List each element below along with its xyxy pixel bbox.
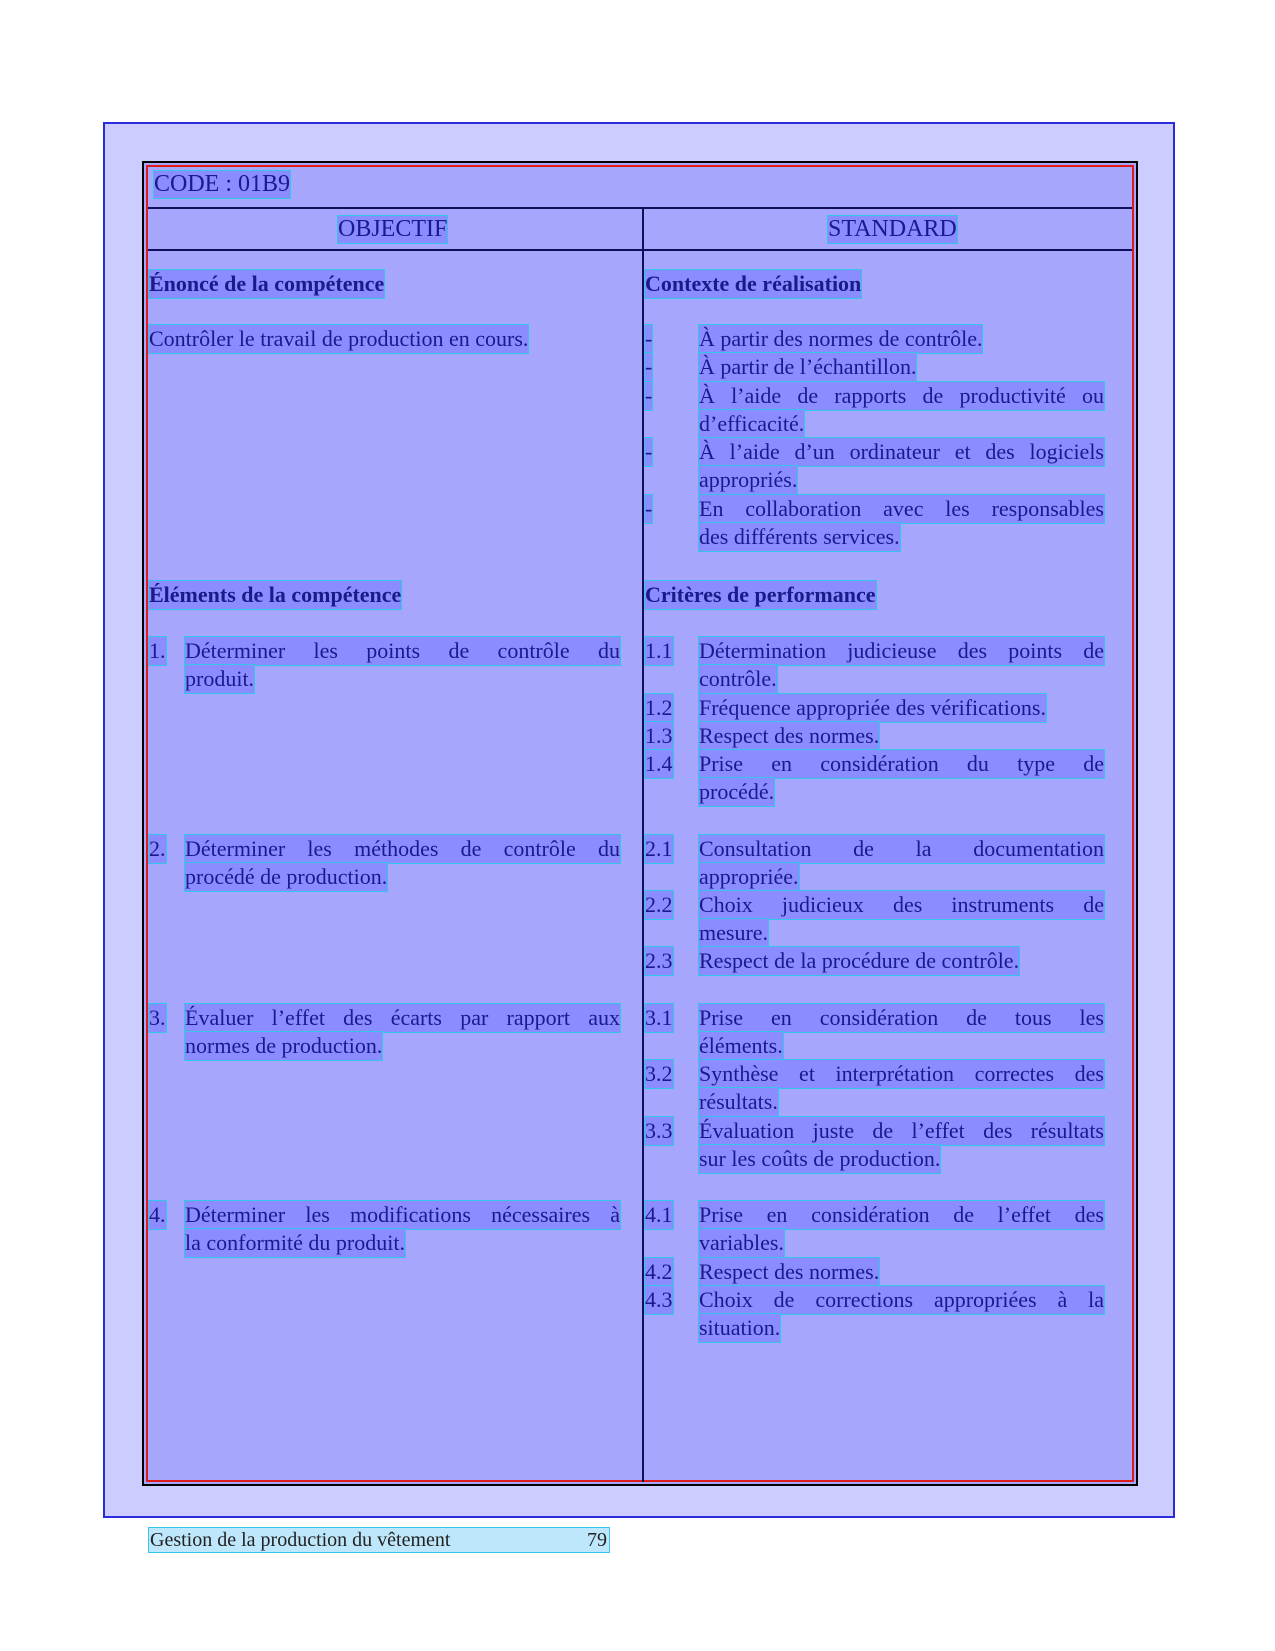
critere-number: 3.3: [645, 1118, 673, 1143]
critere-line: Prise en considération de tous les: [699, 1005, 1104, 1030]
contexte-line: À partir de l’échantillon.: [699, 354, 917, 379]
critere-line: procédé.: [699, 779, 775, 804]
critere-number: 1.2: [645, 695, 673, 720]
critere-line: contrôle.: [699, 666, 777, 691]
critere-number: 2.3: [645, 948, 673, 973]
contexte-line: d’efficacité.: [699, 411, 805, 436]
contexte-line: À l’aide d’un ordinateur et des logiciels: [699, 439, 1104, 464]
bullet: -: [645, 354, 653, 379]
critere-number: 1.1: [645, 638, 673, 663]
elements-title: Éléments de la compétence: [149, 582, 402, 607]
critere-line: Synthèse et interprétation correctes des: [699, 1061, 1104, 1086]
header-objectif: OBJECTIF: [338, 216, 448, 242]
contexte-line: À partir des normes de contrôle.: [699, 326, 983, 351]
critere-number: 3.1: [645, 1005, 673, 1030]
contexte-title: Contexte de réalisation: [645, 271, 862, 296]
critere-line: Prise en considération de l’effet des: [699, 1202, 1104, 1227]
critere-line: mesure.: [699, 920, 769, 945]
contexte-line: En collaboration avec les responsables: [699, 496, 1104, 521]
critere-line: Fréquence appropriée des vérifications.: [699, 695, 1046, 720]
element-line: produit.: [185, 666, 255, 691]
element-line: Déterminer les méthodes de contrôle du: [185, 836, 620, 861]
critere-number: 4.1: [645, 1202, 673, 1227]
critere-number: 1.4: [645, 751, 673, 776]
element-number: 3.: [149, 1005, 166, 1030]
contexte-line: appropriés.: [699, 467, 798, 492]
critere-line: Choix de corrections appropriées à la: [699, 1287, 1104, 1312]
column-divider: [642, 209, 644, 1482]
critere-number: 3.2: [645, 1061, 673, 1086]
contexte-line: À l’aide de rapports de productivité ou: [699, 383, 1104, 408]
element-number: 2.: [149, 836, 166, 861]
element-line: Déterminer les modifications nécessaires à: [185, 1202, 620, 1227]
critere-number: 4.3: [645, 1287, 673, 1312]
page-footer: [149, 1528, 609, 1552]
critere-number: 2.1: [645, 836, 673, 861]
critere-line: sur les coûts de production.: [699, 1146, 941, 1171]
bullet: -: [645, 326, 653, 351]
element-line: Évaluer l’effet des écarts par rapport aux: [185, 1005, 620, 1030]
element-line: Déterminer les points de contrôle du: [185, 638, 620, 663]
critere-number: 1.3: [645, 723, 673, 748]
critere-number: 4.2: [645, 1259, 673, 1284]
critere-line: Respect des normes.: [699, 723, 880, 748]
bullet: -: [645, 383, 653, 408]
critere-line: résultats.: [699, 1089, 778, 1114]
code-row: [148, 167, 1132, 209]
critere-line: variables.: [699, 1230, 784, 1255]
enonce-title: Énoncé de la compétence: [149, 271, 385, 296]
header-row: [148, 209, 1132, 251]
critere-line: appropriée.: [699, 864, 799, 889]
element-number: 4.: [149, 1202, 166, 1227]
header-standard: STANDARD: [828, 216, 957, 242]
critere-line: Évaluation juste de l’effet des résultats: [699, 1118, 1104, 1143]
critere-line: Consultation de la documentation: [699, 836, 1104, 861]
bullet: -: [645, 439, 653, 464]
contexte-line: des différents services.: [699, 524, 900, 549]
footer-title: Gestion de la production du vêtement: [150, 1529, 451, 1551]
critere-line: éléments.: [699, 1033, 783, 1058]
critere-line: Respect de la procédure de contrôle.: [699, 948, 1020, 973]
code-label: CODE : 01B9: [154, 171, 291, 197]
element-number: 1.: [149, 638, 166, 663]
element-line: la conformité du produit.: [185, 1230, 405, 1255]
element-line: normes de production.: [185, 1033, 383, 1058]
criteres-title: Critères de performance: [645, 582, 876, 607]
bullet: -: [645, 496, 653, 521]
critere-line: situation.: [699, 1315, 781, 1340]
critere-number: 2.2: [645, 892, 673, 917]
page-number: 79: [587, 1529, 607, 1551]
critere-line: Détermination judicieuse des points de: [699, 638, 1104, 663]
critere-line: Respect des normes.: [699, 1259, 880, 1284]
table-border: [146, 165, 1134, 1482]
enonce-text: Contrôler le travail de production en cours.: [149, 326, 529, 351]
critere-line: Choix judicieux des instruments de: [699, 892, 1104, 917]
element-line: procédé de production.: [185, 864, 388, 889]
critere-line: Prise en considération du type de: [699, 751, 1104, 776]
